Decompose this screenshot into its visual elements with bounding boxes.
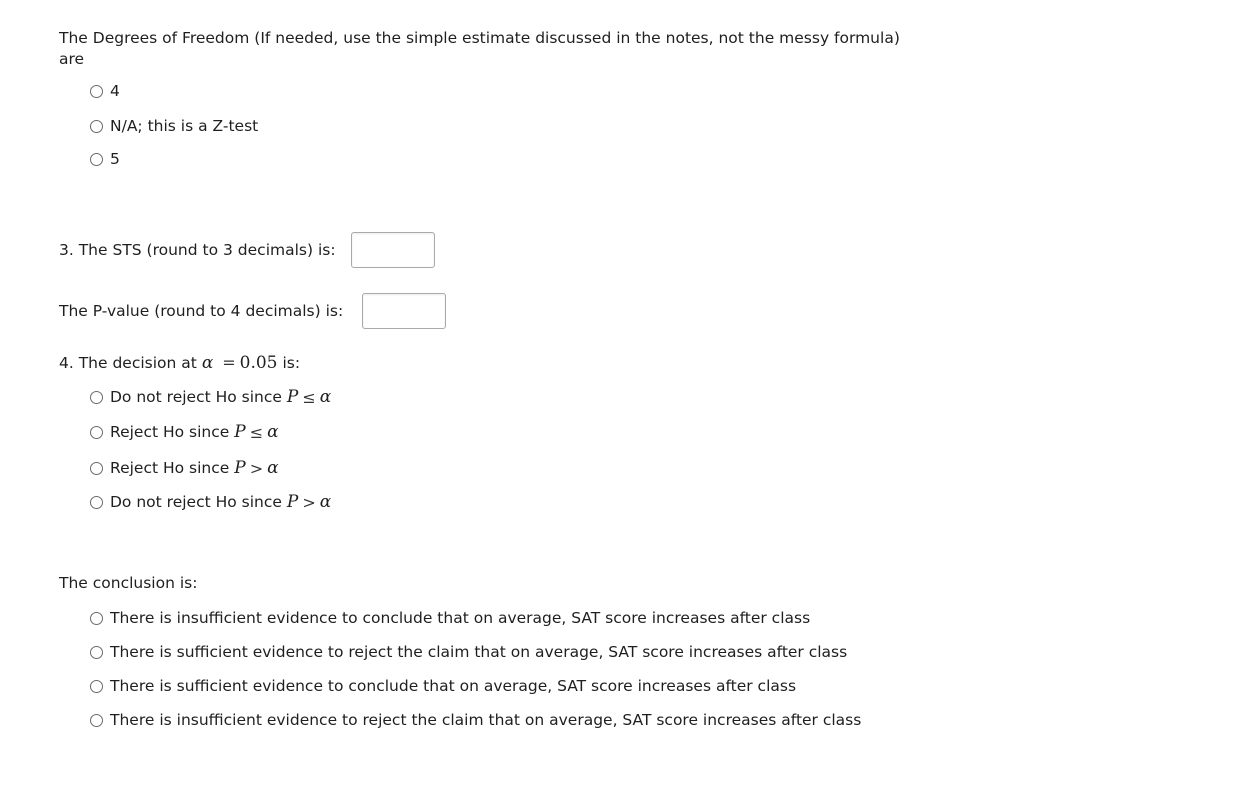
df-option-label: 4 [110, 82, 120, 100]
conclusion-option-text: There is insufficient evidence to reject the claim that on average, SAT score increases after class [110, 711, 862, 729]
decision-option-text: Do not reject Ho since [110, 388, 282, 406]
pvalue-label: The P-value (round to 4 decimals) is: [59, 302, 344, 320]
alpha-value: 0.05 [239, 353, 278, 373]
conclusion-option[interactable] [90, 608, 810, 628]
radio-button[interactable] [90, 612, 103, 625]
decision-question [59, 353, 300, 373]
conclusion-option[interactable] [90, 676, 796, 696]
radio-button[interactable] [90, 426, 103, 439]
radio-button[interactable] [90, 714, 103, 727]
sts-input[interactable] [351, 232, 435, 268]
df-option-label: 5 [110, 150, 120, 168]
df-option-4[interactable] [90, 81, 120, 101]
df-question-line1: The Degrees of Freedom (If needed, use the simple estimate discussed in the notes, not the messy formula) [59, 29, 900, 47]
radio-button[interactable] [90, 153, 103, 166]
p-symbol: P [286, 387, 299, 407]
pvalue-input[interactable] [362, 293, 446, 329]
p-symbol: P [234, 458, 246, 478]
alpha-symbol: α [201, 353, 214, 373]
conclusion-option-text: There is sufficient evidence to reject the claim that on average, SAT score increases after class [110, 643, 848, 661]
operator: > [302, 492, 316, 512]
decision-option[interactable] [90, 422, 279, 442]
operator: ≤ [302, 387, 316, 407]
decision-label-prefix: 4. The decision at [59, 354, 197, 372]
conclusion-label: The conclusion is: [59, 574, 198, 592]
alpha-symbol: α [267, 422, 279, 442]
p-symbol: P [286, 492, 299, 512]
radio-button[interactable] [90, 496, 103, 509]
df-option-na-z-test[interactable] [90, 116, 258, 136]
decision-option-text: Reject Ho since [110, 423, 230, 441]
conclusion-option[interactable] [90, 710, 861, 730]
df-question-line2: are [59, 50, 85, 68]
equals-sign: = [222, 353, 236, 372]
conclusion-option-text: There is insufficient evidence to conclude that on average, SAT score increases after class [110, 609, 811, 627]
df-option-5[interactable] [90, 149, 120, 169]
radio-button[interactable] [90, 391, 103, 404]
alpha-symbol: α [267, 458, 279, 478]
radio-button[interactable] [90, 680, 103, 693]
radio-button[interactable] [90, 85, 103, 98]
df-option-label: N/A; this is a Z-test [110, 117, 259, 135]
radio-button[interactable] [90, 646, 103, 659]
p-symbol: P [234, 422, 246, 442]
sts-label: 3. The STS (round to 3 decimals) is: [59, 241, 336, 259]
decision-option-text: Do not reject Ho since [110, 493, 282, 511]
decision-option[interactable] [90, 492, 331, 512]
decision-label-suffix: is: [282, 354, 301, 372]
conclusion-option[interactable] [90, 642, 847, 662]
alpha-symbol: α [319, 387, 332, 407]
conclusion-option-text: There is sufficient evidence to conclude that on average, SAT score increases after class [110, 677, 797, 695]
decision-option[interactable] [90, 387, 331, 407]
decision-option[interactable] [90, 458, 279, 478]
operator: ≤ [249, 422, 264, 442]
radio-button[interactable] [90, 120, 103, 133]
operator: > [249, 458, 264, 478]
decision-option-text: Reject Ho since [110, 459, 230, 477]
alpha-symbol: α [319, 492, 332, 512]
radio-button[interactable] [90, 462, 103, 475]
